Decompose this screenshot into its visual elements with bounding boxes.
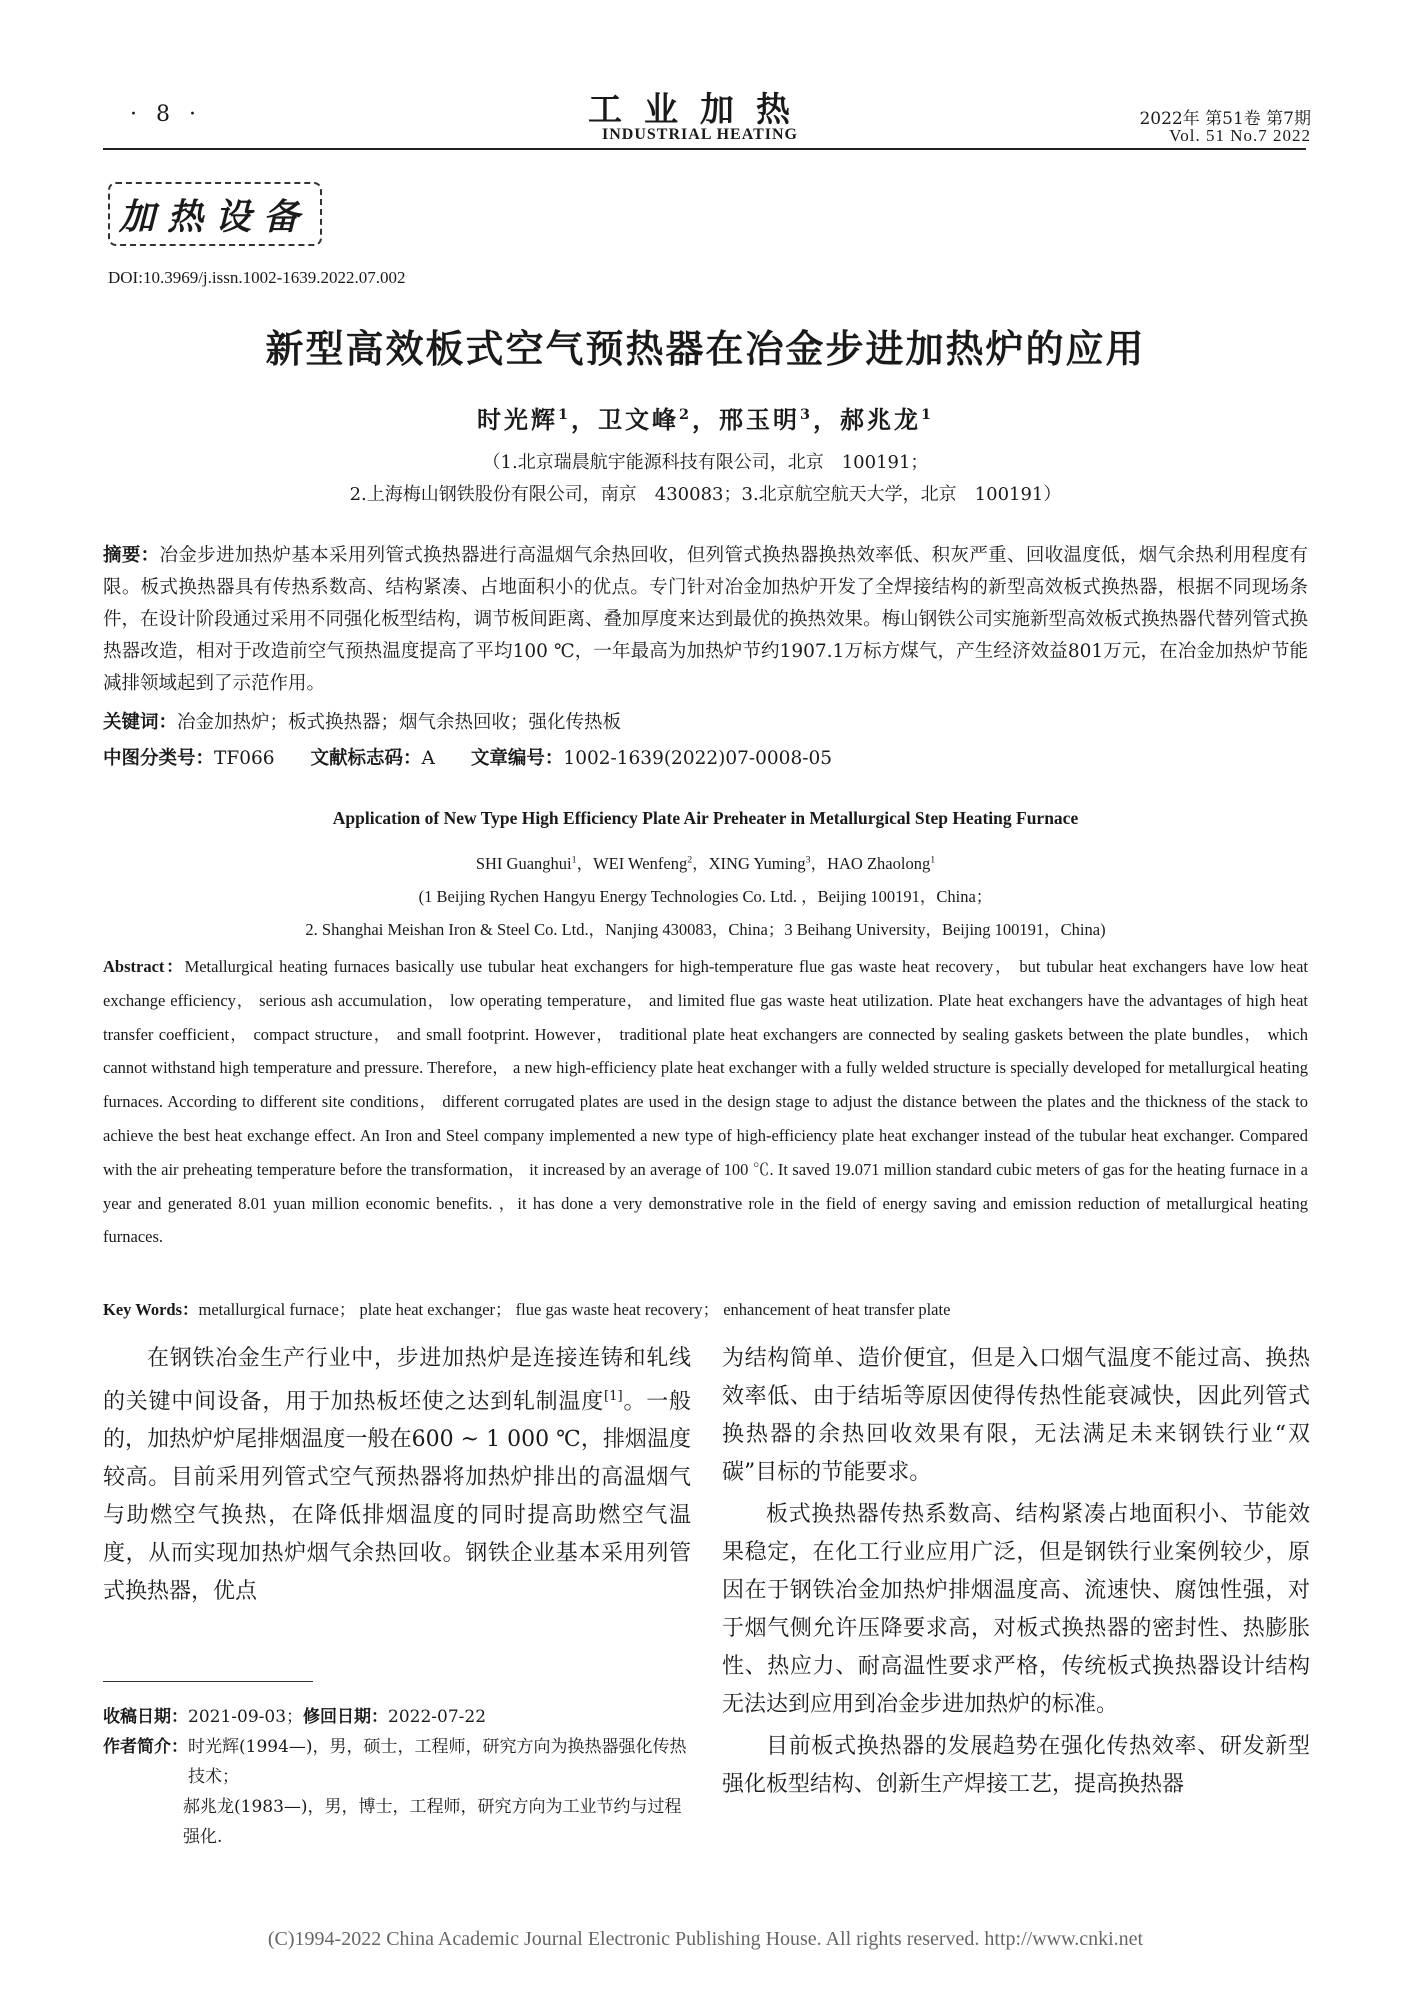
- dates-row: [103, 1702, 691, 1732]
- journal-title-en: INDUSTRIAL HEATING: [602, 126, 798, 143]
- author-sep: ，: [810, 854, 828, 873]
- footnote: [103, 1702, 691, 1852]
- abstract-cn: [103, 540, 1308, 700]
- body-text: 在钢铁冶金生产行业中，步进加热炉是连接连铸和轧线的关键中间设备，用于加热板坯使之达到轧制温度: [103, 1346, 691, 1415]
- bio-row: [103, 1732, 691, 1792]
- body-paragraph: 板式换热器传热系数高、结构紧凑占地面积小、节能效果稳定，在化工行业应用广泛，但是钢铁行业案例较少，原因在于钢铁冶金加热炉排烟温度高、流速快、腐蚀性强，对于烟气侧允许压降要求高，对板式换热器的密封性、热膨胀性、热应力、耐高温性要求严格，传统板式换热器设计结构无法达到应用到冶金步进加热炉的标准。: [722, 1502, 1310, 1717]
- author-sep: ，: [692, 405, 719, 434]
- bio-label: 作者简介：: [103, 1737, 188, 1757]
- keywords-text: 冶金加热炉；板式换热器；烟气余热回收；强化传热板: [177, 712, 622, 733]
- author-mark: 1: [571, 854, 577, 866]
- keywords-label: 关键词：: [103, 712, 178, 733]
- doc-code-value: A: [421, 748, 435, 769]
- affiliation-cn: （1.北京瑞晨航宇能源科技有限公司，北京 100191；: [482, 452, 929, 473]
- author-sep: ，: [576, 854, 594, 873]
- author-mark: 3: [805, 854, 811, 866]
- journal-title-cn: 工业加热: [588, 90, 812, 130]
- body-paragraph: 为结构简单、造价便宜，但是入口烟气温度不能过高、换热效率低、由于结垢等原因使得传热性能衰减快，因此列管式换热器的余热回收效果有限，无法满足未来钢铁行业“双碳”目标的节能要求。: [722, 1346, 1310, 1485]
- revised-label: 修回日期：: [303, 1707, 389, 1727]
- article-no-value: 1002-1639(2022)07-0008-05: [563, 748, 833, 769]
- body-paragraph: [103, 1340, 691, 1611]
- abstract-en-text: Metallurgical heating furnaces basically use tubular heat exchangers for high-temperature flue gas waste heat recovery， but tubular heat exchangers have low heat exchange efficiency， serious ash accumulation， low operating temperature， and limited flue gas waste heat utilization. Plate heat exchangers have the advantages of high heat transfer coefficient， compact structure， and small footprint. However， traditional plate heat exchangers are connected by sealing gaskets between the plate bundles， which cannot withstand high temperature and pressure. Therefore， a new high-efficiency plate heat exchanger with a fully welded structure is specially developed for metallurgical heating furnaces. According to different site conditions， different corrugated plates are used in the design stage to adjust the distance between the plates and the thickness of the stack to achieve the best heat exchange effect. An Iron and Steel company implemented a new type of high-efficiency plate heat exchanger instead of the tubular heat exchanger. Compared with the air preheating temperature before the transformation， it increased by an average of 100 ℃. It saved 19.071 million standard cubic meters of gas for the heating furnace in a year and generated 8.01 yuan million economic benefits. ，it has done a very demonstrative role in the field of energy saving and emission reduction of metallurgical heating furnaces.: [103, 957, 1308, 1247]
- body-text: 。一般的，加热炉炉尾排烟温度一般在600 ~ 1 000 ℃，排烟温度较高。目前采用列管式空气预热器将加热炉排出的高温烟气与助燃空气换热，在降低排烟温度的同时提高助燃空气温度，从而实现加热炉烟气余热回收。钢铁企业基本采用列管式换热器，优点: [103, 1389, 691, 1605]
- paper-title-cn: 新型高效板式空气预热器在冶金步进加热炉的应用: [265, 327, 1146, 371]
- author-name: 时光辉: [476, 405, 558, 434]
- affiliation-en: 2. Shanghai Meishan Iron & Steel Co. Ltd.，Nanjing 430083，China；3 Beihang University，Beijing 100191，China): [305, 920, 1106, 939]
- header-rule: [103, 148, 1306, 150]
- paper-title-en: Application of New Type High Efficiency Plate Air Preheater in Metallurgical Step Heating Furnace: [332, 808, 1079, 828]
- author-mark: 1: [921, 406, 935, 423]
- reference-mark[interactable]: [1]: [603, 1389, 623, 1404]
- author-name: SHI Guanghui: [475, 854, 572, 873]
- bio-1: 时光辉(1994—)，男，硕士，工程师，研究方向为换热器强化传热技术；: [188, 1737, 687, 1787]
- revised-date: 2022-07-22: [388, 1707, 487, 1727]
- keywords-en-label: Key Words：: [103, 1300, 199, 1319]
- author-mark: 1: [930, 854, 936, 866]
- author-name: HAO Zhaolong: [827, 854, 931, 873]
- column-badge: [108, 182, 322, 246]
- author-mark: 2: [678, 406, 692, 423]
- abstract-text: 冶金步进加热炉基本采用列管式换热器进行高温烟气余热回收，但列管式换热器换热效率低、积灰严重、回收温度低，烟气余热利用程度有限。板式换热器具有传热系数高、结构紧凑、占地面积小的优点。专门针对冶金加热炉开发了全焊接结构的新型高效板式换热器，根据不同现场条件，在设计阶段通过采用不同强化板型结构，调节板间距离、叠加厚度来达到最优的换热效果。梅山钢铁公司实施新型高效板式换热器代替列管式换热器改造，相对于改造前空气预热温度提高了平均100 ℃，一年最高为加热炉节约1907.1万标方煤气，产生经济效益801万元，在冶金加热炉节能减排领域起到了示范作用。: [103, 545, 1308, 694]
- bio-2: 郝兆龙(1983—)，男，博士，工程师，研究方向为工业节约与过程强化.: [183, 1797, 682, 1847]
- author-sep: ，: [570, 405, 598, 434]
- issue-info-en: Vol. 51 No.7 2022: [1169, 126, 1311, 145]
- authors-cn: [0, 400, 1411, 435]
- abstract-en-label: Abstract：: [103, 957, 185, 976]
- doi: DOI:10.3969/j.issn.1002-1639.2022.07.002: [108, 268, 406, 287]
- author-mark: 2: [687, 854, 693, 866]
- clc-label: 中图分类号：: [103, 748, 215, 769]
- author-name: WEI Wenfeng: [593, 854, 688, 873]
- author-mark: 1: [557, 406, 571, 423]
- body-column-left: [103, 1340, 691, 1611]
- article-no-label: 文章编号：: [470, 748, 564, 769]
- author-mark: 3: [800, 406, 814, 423]
- authors-en: [0, 850, 1411, 874]
- body-column-right: [722, 1340, 1310, 1804]
- author-sep: ，: [813, 405, 841, 434]
- page-number: · 8 ·: [130, 102, 202, 127]
- author-name: 卫文峰: [597, 405, 679, 434]
- clc-value: TF066: [214, 748, 275, 769]
- abstract-label: 摘要：: [103, 545, 160, 566]
- doc-code-label: 文献标志码：: [310, 748, 422, 769]
- author-sep: ，: [692, 854, 709, 873]
- copyright-line: (C)1994-2022 China Academic Journal Electronic Publishing House. All rights reserved. http://www.cnki.net: [267, 1928, 1144, 1950]
- affiliation-en: (1 Beijing Rychen Hangyu Energy Technologies Co. Ltd. ，Beijing 100191，China；: [418, 887, 993, 906]
- footnote-rule: [103, 1681, 313, 1682]
- column-name: 加热设备: [118, 195, 311, 238]
- abstract-en: [103, 950, 1308, 1254]
- received-label: 收稿日期：: [103, 1707, 188, 1727]
- body-paragraph: 目前板式换热器的发展趋势在强化传热效率、研发新型强化板型结构、创新生产焊接工艺，提高换热器: [722, 1734, 1310, 1797]
- keywords-en: [103, 1296, 950, 1320]
- keywords-cn: [103, 708, 621, 734]
- classification-row: [103, 744, 832, 770]
- received-date: 2021-09-03；: [188, 1707, 304, 1727]
- author-name: 郝兆龙: [840, 405, 922, 434]
- issue-info-cn: 2022年 第51卷 第7期: [1139, 109, 1311, 129]
- author-name: 邢玉明: [719, 405, 800, 434]
- affiliation-cn: 2.上海梅山钢铁股份有限公司，南京 430083；3.北京航空航天大学，北京 100191）: [349, 484, 1062, 505]
- keywords-en-text: metallurgical furnace； plate heat exchanger； flue gas waste heat recovery； enhancement of heat transfer plate: [198, 1300, 951, 1319]
- author-name: XING Yuming: [708, 854, 806, 873]
